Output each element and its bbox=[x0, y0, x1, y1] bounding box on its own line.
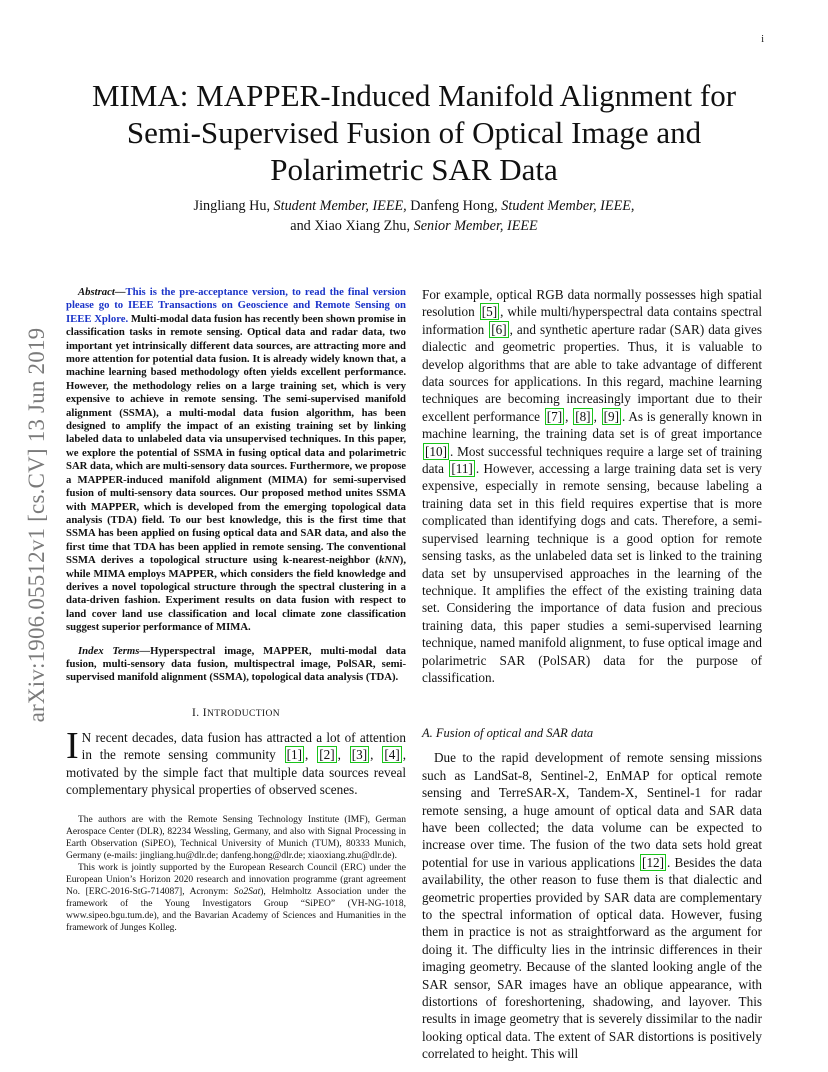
page-number: i bbox=[761, 34, 764, 45]
right-column bbox=[422, 286, 762, 1063]
citation-12[interactable]: [12] bbox=[642, 854, 665, 870]
citation-7[interactable]: [7] bbox=[546, 408, 563, 424]
intro-text-2: , motivated by the simple fact that multiple data sources reveal complementary physical properties of observed scenes. bbox=[66, 747, 407, 797]
citation-11[interactable]: [11] bbox=[451, 461, 473, 477]
citation-4[interactable]: [4] bbox=[384, 747, 400, 763]
citation-6[interactable]: [6] bbox=[491, 321, 507, 337]
body-paragraph-2 bbox=[422, 749, 762, 1062]
citation-8[interactable]: [8] bbox=[575, 408, 591, 424]
section-number: I. bbox=[191, 706, 203, 719]
funding-acronym: So2Sat bbox=[233, 887, 261, 898]
arxiv-stamp bbox=[22, 290, 52, 760]
intro-paragraph bbox=[66, 724, 407, 799]
author-list bbox=[70, 196, 758, 236]
section-heading-introduction bbox=[66, 707, 406, 719]
p1-text-3: , and synthetic aperture radar (SAR) data gives dialectic and geometric properties. Thus, it is valuable to develop algorithms that are able to take advantage of different data sources for applications. In this regard, machine learning techniques are becoming increasingly important due to their excellent performance bbox=[422, 321, 762, 424]
p1-sep-8: , bbox=[593, 408, 601, 424]
intro-text-1: N recent decades, data fusion has attracted a lot of attention in the remote sensing community bbox=[81, 729, 406, 763]
arxiv-stamp-text: arXiv:1906.05512v1 [cs.CV] 13 Jun 2019 bbox=[24, 327, 49, 723]
footnote-funding bbox=[66, 862, 406, 934]
p2-text-1: Due to the rapid development of remote sensing missions such as LandSat-8, Sentinel-2, EnMAP for optical remote sensing and TerreSAR-X, Tandem-X, Sentinel-1 for radar remote sensing, a huge amount of optical data and SAR data have been collected; the data volume can be expected to increase over time. The fusion of the two data sets hold great potential for use in various applications bbox=[422, 750, 762, 870]
author-line-2 bbox=[70, 216, 758, 236]
index-terms-lead: Index Terms bbox=[78, 644, 140, 657]
citation-3[interactable]: [3] bbox=[351, 747, 368, 763]
title-line-3: Polarimetric SAR Data bbox=[270, 152, 558, 187]
citation-1[interactable]: [1] bbox=[286, 747, 303, 763]
abstract-version-link[interactable]: This is the pre-acceptance version, to read the final version please go to IEEE Transactions on Geoscience and Remote Sensing on IEEE Xplore. bbox=[66, 286, 406, 325]
drop-cap: I bbox=[66, 724, 79, 767]
intro-sep-2: , bbox=[337, 747, 349, 763]
abstract-knn: kNN bbox=[378, 554, 400, 567]
footnote-affiliation: The authors are with the Remote Sensing Technology Institute (IMF), German Aerospace Center (DLR), 82234 Wessling, Germany, and also with Signal Processing in Earth Observation (SiPEO), Technical University of Munich (TUM), 80333 Munich, Germany (e-mails: jingliang.hu@dlr.de; danfeng.hong@dlr.de; xiaoxiang.zhu@dlr.de). bbox=[66, 815, 406, 862]
paper-title bbox=[40, 77, 788, 188]
intro-sep-3: , bbox=[370, 747, 382, 763]
subsection-heading: A. Fusion of optical and SAR data bbox=[422, 726, 594, 741]
title-line-2: Semi-Supervised Fusion of Optical Image and bbox=[126, 115, 702, 150]
author-1: Jingliang Hu, bbox=[193, 198, 270, 214]
citation-9[interactable]: [9] bbox=[603, 408, 620, 424]
index-terms bbox=[66, 645, 406, 685]
author-1-role: Student Member, IEEE, bbox=[273, 198, 407, 214]
title-line-1: MIMA: MAPPER-Induced Manifold Alignment for bbox=[91, 78, 737, 113]
p1-text-1: For example, optical RGB data normally possesses high spatial resolution bbox=[422, 287, 762, 320]
abstract-text-2: ), while MIMA employs MAPPER, which considers the field knowledge and derives a novel topological structure through the spectral clustering in a data-driven fashion. Experiment results on data fusion with respect to land cover land use classification and local climate zone classification suggest superior performance of MIMA. bbox=[66, 554, 406, 634]
intro-sep-1: , bbox=[305, 747, 317, 763]
index-terms-text: —Hyperspectral image, MAPPER, multi-modal data fusion, multi-sensory data fusion, multispectral image, PolSAR, semi-supervised manifold alignment (SSMA), topological data analysis (TDA). bbox=[66, 644, 406, 684]
author-2: Danfeng Hong, bbox=[410, 198, 498, 214]
p2-text-2: . Besides the data availability, the other reason to fuse them is that dialectic and geometric properties provided by SAR data are complementary to the spectral information of optical data. However, fusing them in practice is not as straightforward as the argument for doing it. The difficulty lies in the intrinsic differences in their imaging geometry. Because of the slanted looking angle of the SAR sensor, SAR images have an oblique appearance, with distortions of foreshortening, shadowing, and layover. This results in image geometry that is severely dissimilar to the nadir looking optical data. The extent of SAR distortions is positively correlated to height. This will bbox=[422, 854, 762, 1062]
section-rest: NTRODUCTION bbox=[207, 708, 281, 719]
author-3-role: Senior Member, IEEE bbox=[413, 218, 538, 234]
abstract bbox=[66, 286, 406, 635]
body-paragraph-1 bbox=[422, 286, 762, 686]
citation-10[interactable]: [10] bbox=[425, 443, 447, 459]
citation-2[interactable]: [2] bbox=[319, 747, 335, 763]
abstract-text: Multi-modal data fusion has recently been shown promise in classification tasks in remote sensing. Optical data and radar data, two important yet intrinsically different data sources, are attracting more and more attention for potential data fusion. It is already widely known that, a machine learning based methodology often yields excellent performance. However, the methodology relies on a large training set, which is very expensive to achieve in remote sensing. The semi-supervised manifold alignment (SSMA), a multi-modal data fusion algorithm, has been designed to amplify the impact of an existing training set by linking labeled data to unlabeled data via unsupervised techniques. In this paper, we explore the potential of SSMA in fusing optical data and polarimetric SAR data, which are multi-sensory data sources. Furthermore, we propose a MAPPER-induced manifold alignment (MIMA) for semi-supervised fusion of multi-sensory data sources. Our proposed method unites SSMA with MAPPER, which is developed from the emerging topological data analysis (TDA) field. To our best knowledge, this is the first time that SSMA has been applied on fusing optical data and SAR data, and also the first time that TDA has been applied in remote sensing. The conventional SSMA derives a topological structure using k-nearest-neighbor ( bbox=[66, 312, 407, 567]
author-3: and Xiao Xiang Zhu, bbox=[290, 218, 411, 234]
funding-text-1: This work is jointly supported by the European Research Council (ERC) under the European Union’s Horizon 2020 research and innovation programme (grant agreement No. [ERC-2016-StG-714087], Acronym: bbox=[66, 863, 406, 898]
abstract-lead: Abstract— bbox=[78, 286, 126, 298]
p1-sep-7: , bbox=[565, 408, 573, 424]
left-column bbox=[66, 286, 406, 934]
citation-5[interactable]: [5] bbox=[481, 304, 498, 320]
p1-text-6: . However, accessing a large training data set is very expensive, especially in remote sensing, because labeling a training data set in this field requires expertise that is more complicated than identifying dogs and cats. Therefore, a semi-supervised learning technique is a good option for remote sensing tasks, as the unlabeled data set is linked to the training data set by unsupervised approaches in the learning of the technique. It amplifies the effect of the existing training data set. Considering the importance of data fusion and precious training data, this paper studies a semi-supervised learning technique, named manifold alignment, to fuse optical image and polarimetric SAR (PolSAR) data for the purpose of classification. bbox=[422, 461, 762, 685]
author-2-role: Student Member, IEEE, bbox=[501, 198, 635, 214]
section-first-letter: I bbox=[202, 706, 207, 719]
p1-text-2: , while multi/hyperspectral data contains spectral information bbox=[422, 304, 762, 337]
p1-text-5: . Most successful techniques require a large set of training data bbox=[422, 443, 762, 477]
funding-text-2: ), Helmholtz Association under the framework of the Young Investigators Group “SiPEO” (VH-NG-1018, www.sipeo.bgu.tum.de), and the Bavarian Academy of Sciences and Humanities in the framework of Junges Kolleg. bbox=[66, 887, 406, 934]
p1-text-4: . As is generally known in machine learning, the training data set is of great importance bbox=[422, 408, 763, 442]
author-line-1 bbox=[70, 196, 758, 216]
